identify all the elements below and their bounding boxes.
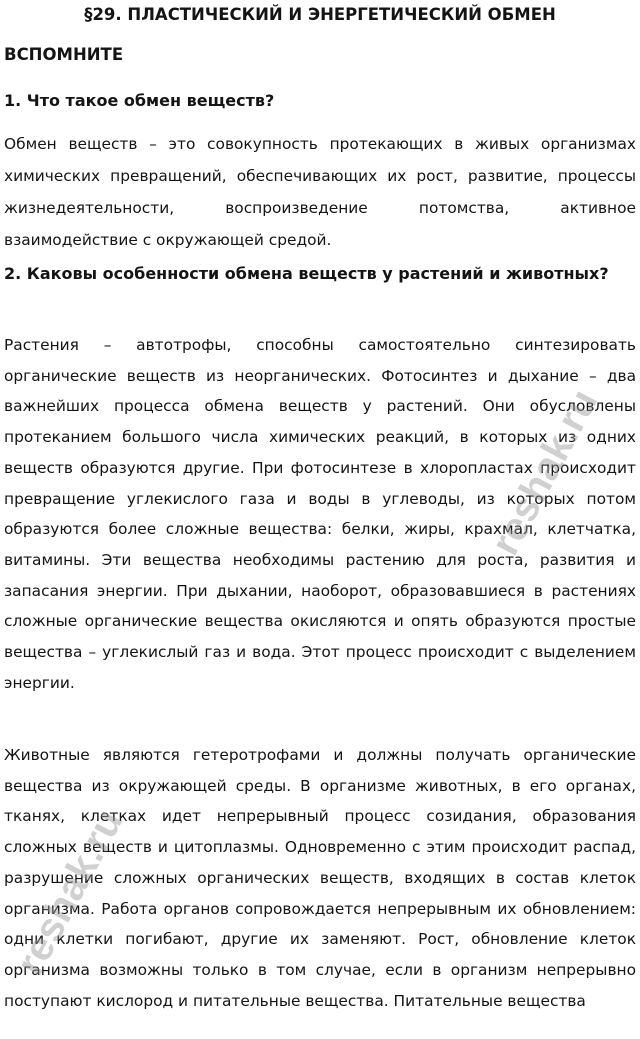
- question-2: 2. Каковы особенности обмена веществ у растений и животных?: [4, 264, 609, 283]
- watermark-logo: reshak.ru: [7, 802, 132, 983]
- answer-1: Обмен веществ – это совокупность протекающих в живых организмах химических превращений, обеспечивающих их рост, развитие, процессы жизнедеятельности, воспроизведение потомства, активное взаимодействие с окружающей средой.: [4, 135, 636, 249]
- question-1: 1. Что такое обмен веществ?: [4, 91, 275, 110]
- answer-2-animals: Животные являются гетеротрофами и должны получать органические вещества из окружающей среды. В организме животных, в его органах, тканях, клетках идет непрерывный процесс созидания, образования сложных веществ и цитоплазмы. Одновременно с этим происходит распад, разрушение сложных органических веществ, входящих в состав клеток организма. Работа органов сопровождается непрерывным их обновлением: одни клетки погибают, другие их заменяют. Рост, обновление клеток организма возможны только в том случае, если в организм непрерывно поступают кислород и питательные вещества. Питательные вещества: [4, 746, 636, 1010]
- answer-2-plants: Растения – автотрофы, способны самостоятельно синтезировать органические веществ из неорганических. Фотосинтез и дыхание – два важнейших процесса обмена веществ у растений. Они обусловлены протеканием большого числа химических реакций, в которых из одних веществ образуются другие. При фотосинтезе в хлоропластах происходит превращение углекислого газа и воды в углеводы, из которых потом образуются более сложные вещества: белки, жиры, крахмал, клетчатка, витамины. Эти вещества необходимы растению для роста, развития и запасания энергии. При дыхании, наоборот, образовавшиеся в растениях сложные органические вещества окисляются и опять образуются простые вещества – углекислый газ и вода. Этот процесс происходит с выделением энергии.: [4, 336, 636, 692]
- section-heading: ВСПОМНИТЕ: [4, 45, 124, 64]
- page-title: §29. ПЛАСТИЧЕСКИЙ И ЭНЕРГЕТИЧЕСКИЙ ОБМЕН: [84, 5, 556, 24]
- watermark-logo: reshak.ru: [482, 382, 607, 563]
